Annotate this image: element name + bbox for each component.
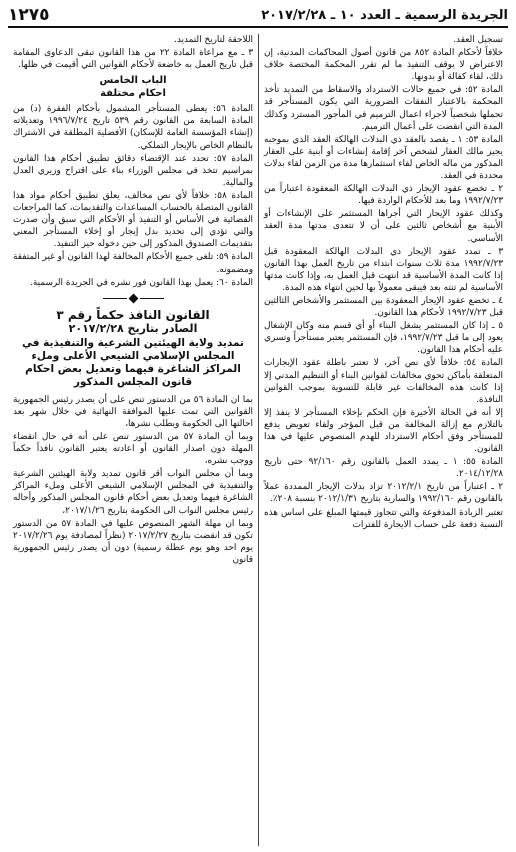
chapter-heading: الباب الخامس	[99, 75, 167, 87]
paragraph: وكذلك عقود الإيجار التي أجراها المستثمر على الإنشاءات أو الأبنية مع أشخاص ثالثين على أن لا تتعدى مدتها مدة العقد الأساسي.	[264, 209, 503, 244]
section-separator	[13, 295, 253, 302]
paragraph: خلافاً لأحكام المادة ٨٥٢ من قانون أصول المحاكمات المدنية، إن الاعتراض لا يوقف التنفيذ ما لم تقرر المحكمة المختصة خلاف ذلك، لقاء كفالة أو بدونها.	[264, 48, 503, 83]
paragraph: اللاحقة لتاريخ التمديد.	[174, 35, 253, 45]
article-55: المادة ٥٥: ١ ـ يمدد العمل بالقانون رقم ٩٢/١٦٠ حتى تاريخ ٢٠١٤/١٢/٢٨.	[264, 457, 503, 480]
paragraph: تسجيل العقد.	[453, 35, 503, 45]
paragraph: تعتبر الزيادة المدفوعة والتي تتجاوز قيمتها المبلغ على اساس هذه النسبة دفعة على حساب الايجارة للفترات	[264, 507, 503, 530]
gazette-title: الجريدة الرسمية ـ العدد ١٠ ـ ٢٠١٧/٢/٢٨	[261, 7, 508, 23]
article-54: المادة ٥٤: خلافاً لأي نص آخر، لا تعتبر باطلة عقود الإيجارات المتعلقة بأماكن تحوي مخالفات لقوانين البناء أو التنظيم المدني إلا إذا كانت هذه المخالفات غير قابلة للتسوية بموجب القوانين النافذة.	[264, 358, 503, 405]
paragraph: إلا أنه في الحالة الأخيرة فإن الحكم بإخلاء المستأجر لا ينفذ إلا بالتلازم مع إزالة المخالفة من قبل المؤجر ولقاء تعويض يدفع للمستأجر وفق أحكام الاسترداد للهدم المنصوص عليها في هذا القانون.	[264, 407, 503, 455]
right-column	[258, 34, 508, 846]
paragraph: ٣ ـ تمدد عقود الإيجار ذي البدلات الهالكة المعقودة قبل ١٩٩٢/٧/٢٣ مدة ثلاث سنوات ابتداء من تاريخ العمل بهذا القانون إذا كانت المدة الأساسية قد انتهت قبل العمل به، وإذا كانت مدتها الأساسية لم تنته بعد فيبقى معمولاً بها لحين انتهاء هذه المدة.	[264, 246, 503, 293]
paragraph: ٥ ـ إذا كان المستثمر يشغل البناء أو أي قسم منه وكان الإشغال يعود إلى ما قبل ١٩٩٢/٧/٢٣، فإن المستثمر يعتبر مستأجراً وتسري عليه أحكام هذا القانون.	[264, 321, 503, 356]
paragraph: ٣ ـ مع مراعاة المادة ٢٢ من هذا القانون تبقى الدعاوى المقامة قبل تاريخ العمل به خاضعة لأحكام القوانين التي أقيمت في ظلها.	[13, 48, 253, 71]
paragraph: بما ان المادة ٥٦ من الدستور تنص على أن يصدر رئيس الجمهورية القوانين التي تمت عليها الموافقة النهائية في خلال شهر بعد احالتها الى الحكومة ويطلب نشرها،	[13, 394, 253, 429]
article-58: المادة ٥٨: خلافاً لأي نص مخالف، يعلق تطبيق أحكام مواد هذا القانون المتصلة بالحساب المساعدات والتقديمات، كما المراجعات القضائية في الأساس أو التنفيذ أو الأحكام التي سبق وأن صدرت والتي تؤدي إلى تحديد بدل إيجار أو إخلاء المستأجر المعني بتقديمات الصندوق المذكور إلى حين دخوله حيز التنفيذ.	[13, 190, 253, 250]
chapter-subheading: احكام مختلفة	[100, 88, 166, 100]
paragraph: ٢ ـ تخضع عقود الإيجار ذي البدلات الهالكة المعقودة اعتباراً من ١٩٩٢/٧/٢٣ وما بعد للأحكام الواردة فيها.	[264, 184, 503, 207]
paragraph: وبما أن المادة ٥٧ من الدستور تنص على أنه في حال انقضاء المهلة دون اصدار القانون أو اعادته يعتبر القانون نافذاً حكماً ووجب نشره،	[13, 431, 254, 467]
page-number: ١٢٧٥	[8, 5, 50, 25]
article-59: المادة ٥٩: تلغى جميع الأحكام المخالفة لهذا القانون أو غير المتفقة ومضمونه.	[13, 252, 253, 275]
page-body	[8, 34, 508, 846]
law-title: القانون النافذ حكماً رقم ٣	[56, 307, 210, 322]
paragraph: وبما ان مهلة الشهر المنصوص عليها في المادة ٥٧ من الدستور تكون قد انقضت بتاريخ ٢٠١٧/٢/٢٧ (نظراً لمصادفة يوم ٢٠١٧/٢/٢٦ يوم احد وهو يوم عطلة رسمية) دون أن يصدر رئيس الجمهورية قانون	[13, 518, 254, 565]
article-56: المادة ٥٦: يعطى المستأجر المشمول بأحكام الفقرة (د) من المادة السابعة من القانون رقم ٥٣٩ تاريخ ١٩٩٦/٧/٢٤ وتعديلاته (إنشاء المؤسسة العامة للإسكان) الأفضلية المطلقة في الاشتراك بالنظام الخاص بالإيجار التملكي.	[13, 104, 253, 151]
page-header	[8, 6, 508, 28]
diamond-icon	[128, 293, 138, 303]
article-52: المادة ٥٢: في جميع حالات الاسترداد والاسقاط من التمديد تأخذ المحكمة بالاعتبار النفقات الضرورية التي يكون المستأجر قد تحملها شخصياً لاجراء اعمال الترميم في المأجور المسترد وكذلك المدة التي انقضت على أعمال الترميم.	[264, 85, 503, 132]
left-column	[8, 34, 258, 846]
article-60: المادة ٦٠: يعمل بهذا القانون فور نشره في الجريدة الرسمية.	[30, 277, 253, 288]
paragraph: ٤ ـ تخضع عقود الإيجار المعقودة بين المستثمر والأشخاص الثالثين قبل ١٩٩٢/٧/٢٣ لأحكام هذا القانون.	[264, 295, 503, 319]
article-53: المادة ٥٣: ١ ـ يقصد بالعقد ذي البدلات الهالكة العقد الذي بموجبه يجيز مالك العقار لشخص آخر إقامة إنشاءات أو أبنية على العقار المذكور من ماله الخاص لقاء استثمارها مدة من الزمن لقاء بدلات محددة في العقد.	[264, 134, 504, 182]
article-57: المادة ٥٧: تحدد عند الإقتضاء دقائق تطبيق أحكام هذا القانون بمراسيم تتخذ في مجلس الوزراء بناء على اقتراح وزيري العدل والمالية.	[13, 153, 254, 188]
law-description: تمديد ولاية الهيئتين الشرعية والتنفيذية في المجلس الإسلامي الشيعي الأعلى وملء المراكز الشاغرة فيهما وتعديل بعض احكام قانون المجلس المذكور	[22, 336, 244, 388]
paragraph: ٢ ـ اعتباراً من تاريخ ٢٠١٢/٢/١ تزاد بدلات الإيجار الممددة عملاً بالقانون رقم ١٩٩٢/١٦٠ والسارية بتاريخ ٢٠١٢/١/٣١ بنسبة ٢٠٨٪.	[264, 482, 503, 505]
paragraph: وبما أن مجلس النواب أقر قانون تمديد ولاية الهيئتين الشرعية والتنفيذية في المجلس الإسلامي الشيعي الأعلى وملء المراكز الشاغرة فيهما وتعديل بعض أحكام قانون المجلس المذكور وأحاله رئيس مجلس النواب الى الحكومة بتاريخ ٢٠١٧/١/٢٦،	[13, 469, 253, 516]
law-date: الصادر بتاريخ ٢٠١٧/٢/٢٨	[68, 321, 198, 335]
